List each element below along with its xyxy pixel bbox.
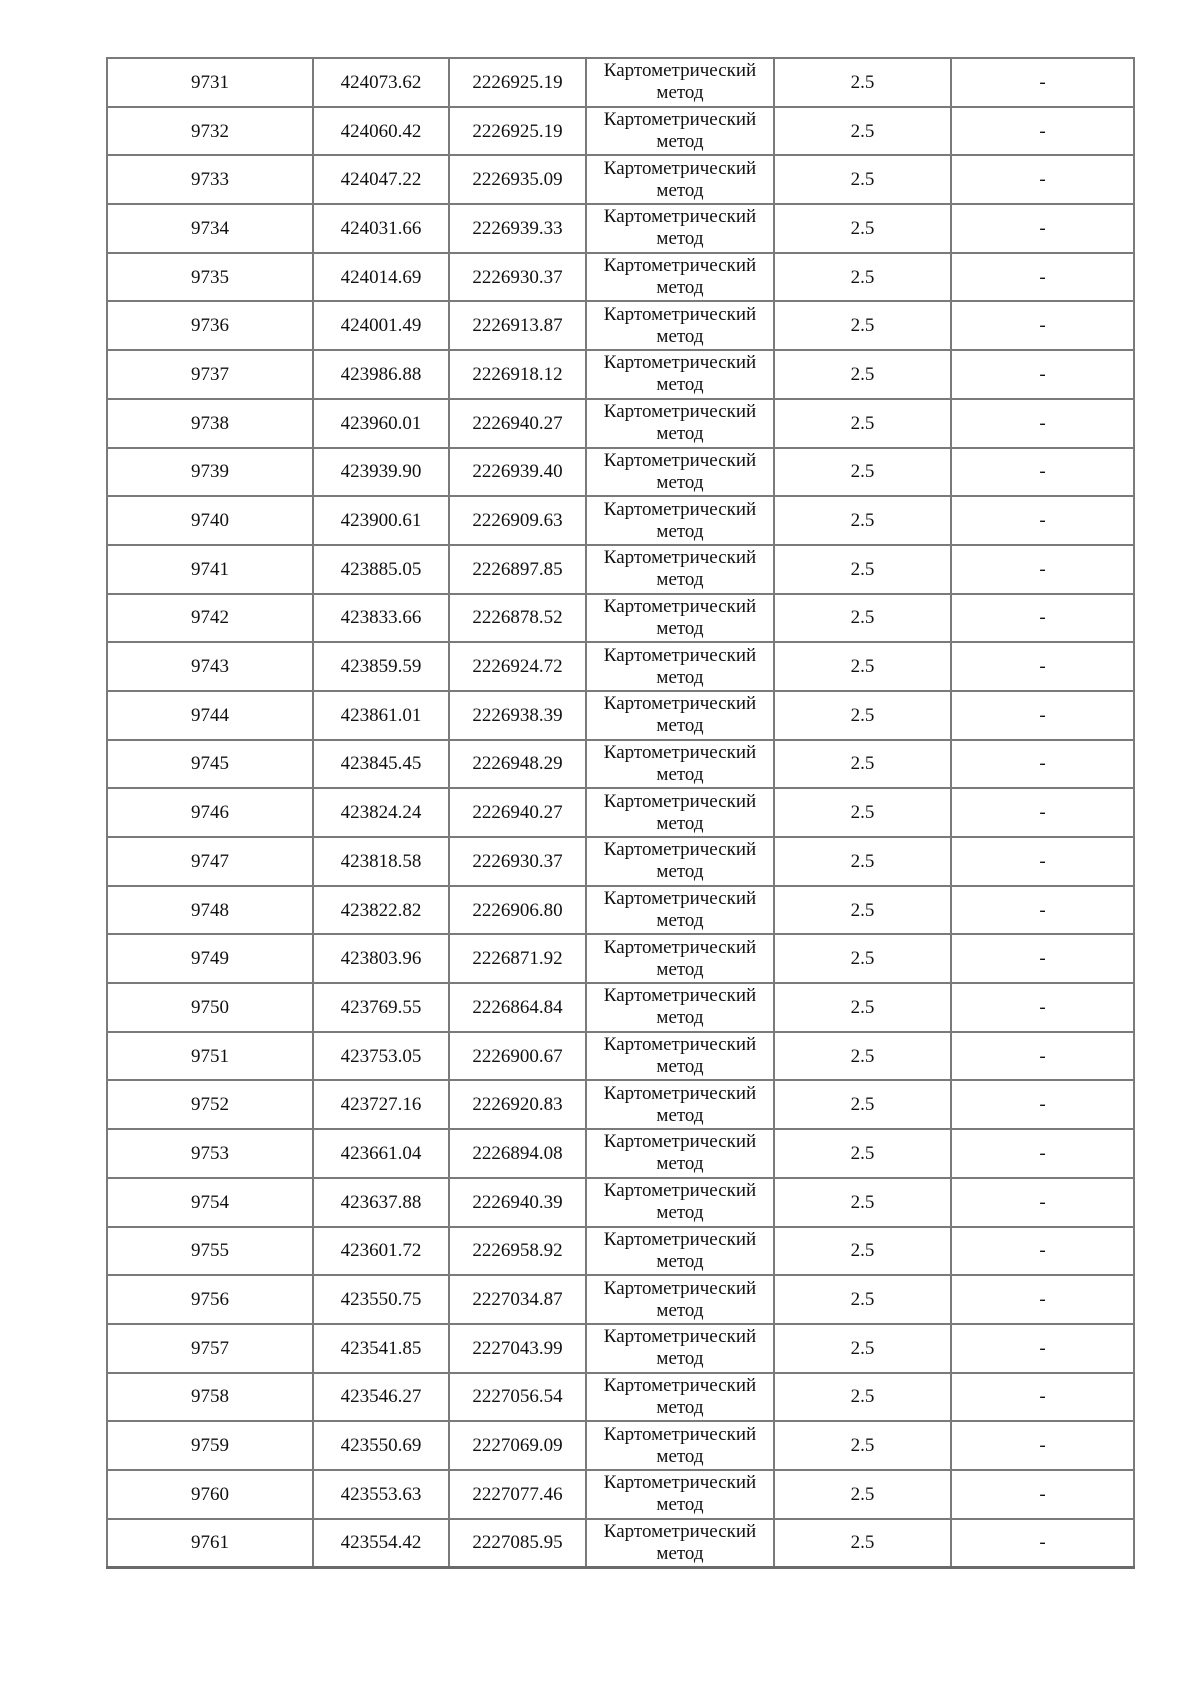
y-coordinate-cell: 2226906.80 (449, 886, 586, 935)
x-coordinate-cell: 423553.63 (313, 1470, 449, 1519)
point-number-cell: 9755 (107, 1227, 313, 1276)
note-cell: - (951, 934, 1134, 983)
accuracy-cell: 2.5 (774, 1129, 951, 1178)
point-number-cell: 9758 (107, 1373, 313, 1422)
note-cell: - (951, 1227, 1134, 1276)
method-cell: Картометрический метод (586, 350, 774, 399)
method-cell: Картометрический метод (586, 1275, 774, 1324)
method-cell: Картометрический метод (586, 934, 774, 983)
y-coordinate-cell: 2227034.87 (449, 1275, 586, 1324)
x-coordinate-cell: 423833.66 (313, 594, 449, 643)
note-cell: - (951, 1324, 1134, 1373)
method-cell: Картометрический метод (586, 837, 774, 886)
note-cell: - (951, 204, 1134, 253)
point-number-cell: 9736 (107, 301, 313, 350)
accuracy-cell: 2.5 (774, 886, 951, 935)
accuracy-cell: 2.5 (774, 1373, 951, 1422)
method-cell: Картометрический метод (586, 448, 774, 497)
note-cell: - (951, 691, 1134, 740)
y-coordinate-cell: 2226940.39 (449, 1178, 586, 1227)
note-cell: - (951, 448, 1134, 497)
y-coordinate-cell: 2227069.09 (449, 1421, 586, 1470)
accuracy-cell: 2.5 (774, 301, 951, 350)
method-cell: Картометрический метод (586, 1129, 774, 1178)
table-row (107, 886, 1134, 935)
method-cell: Картометрический метод (586, 983, 774, 1032)
method-cell: Картометрический метод (586, 204, 774, 253)
table-row (107, 301, 1134, 350)
y-coordinate-cell: 2226900.67 (449, 1032, 586, 1081)
x-coordinate-cell: 424014.69 (313, 253, 449, 302)
accuracy-cell: 2.5 (774, 496, 951, 545)
table-row (107, 740, 1134, 789)
table-row (107, 107, 1134, 156)
note-cell: - (951, 886, 1134, 935)
table-row (107, 691, 1134, 740)
accuracy-cell: 2.5 (774, 1032, 951, 1081)
x-coordinate-cell: 423861.01 (313, 691, 449, 740)
x-coordinate-cell: 423550.69 (313, 1421, 449, 1470)
note-cell: - (951, 1032, 1134, 1081)
table-row (107, 545, 1134, 594)
accuracy-cell: 2.5 (774, 934, 951, 983)
table-row (107, 253, 1134, 302)
table-row (107, 1519, 1134, 1568)
y-coordinate-cell: 2226935.09 (449, 155, 586, 204)
point-number-cell: 9741 (107, 545, 313, 594)
point-number-cell: 9739 (107, 448, 313, 497)
point-number-cell: 9757 (107, 1324, 313, 1373)
point-number-cell: 9752 (107, 1080, 313, 1129)
method-cell: Картометрический метод (586, 788, 774, 837)
note-cell: - (951, 594, 1134, 643)
table-row (107, 642, 1134, 691)
y-coordinate-cell: 2226924.72 (449, 642, 586, 691)
method-cell: Картометрический метод (586, 58, 774, 107)
point-number-cell: 9732 (107, 107, 313, 156)
x-coordinate-cell: 423546.27 (313, 1373, 449, 1422)
point-number-cell: 9760 (107, 1470, 313, 1519)
x-coordinate-cell: 423637.88 (313, 1178, 449, 1227)
table-row (107, 594, 1134, 643)
x-coordinate-cell: 423803.96 (313, 934, 449, 983)
note-cell: - (951, 1421, 1134, 1470)
x-coordinate-cell: 423885.05 (313, 545, 449, 594)
method-cell: Картометрический метод (586, 886, 774, 935)
note-cell: - (951, 350, 1134, 399)
accuracy-cell: 2.5 (774, 691, 951, 740)
y-coordinate-cell: 2226938.39 (449, 691, 586, 740)
x-coordinate-cell: 423986.88 (313, 350, 449, 399)
point-number-cell: 9746 (107, 788, 313, 837)
point-number-cell: 9754 (107, 1178, 313, 1227)
y-coordinate-cell: 2226939.40 (449, 448, 586, 497)
note-cell: - (951, 399, 1134, 448)
accuracy-cell: 2.5 (774, 545, 951, 594)
x-coordinate-cell: 423661.04 (313, 1129, 449, 1178)
note-cell: - (951, 837, 1134, 886)
y-coordinate-cell: 2226925.19 (449, 107, 586, 156)
method-cell: Картометрический метод (586, 1519, 774, 1568)
y-coordinate-cell: 2226930.37 (449, 837, 586, 886)
x-coordinate-cell: 423900.61 (313, 496, 449, 545)
y-coordinate-cell: 2227077.46 (449, 1470, 586, 1519)
note-cell: - (951, 1275, 1134, 1324)
accuracy-cell: 2.5 (774, 1275, 951, 1324)
x-coordinate-cell: 423845.45 (313, 740, 449, 789)
table-row (107, 1129, 1134, 1178)
y-coordinate-cell: 2226930.37 (449, 253, 586, 302)
accuracy-cell: 2.5 (774, 107, 951, 156)
table-row (107, 1470, 1134, 1519)
table-row (107, 1178, 1134, 1227)
note-cell: - (951, 1373, 1134, 1422)
note-cell: - (951, 1129, 1134, 1178)
x-coordinate-cell: 424073.62 (313, 58, 449, 107)
note-cell: - (951, 983, 1134, 1032)
point-number-cell: 9742 (107, 594, 313, 643)
point-number-cell: 9735 (107, 253, 313, 302)
method-cell: Картометрический метод (586, 642, 774, 691)
table-row (107, 204, 1134, 253)
accuracy-cell: 2.5 (774, 1080, 951, 1129)
accuracy-cell: 2.5 (774, 1178, 951, 1227)
note-cell: - (951, 545, 1134, 594)
table-row (107, 1373, 1134, 1422)
y-coordinate-cell: 2226909.63 (449, 496, 586, 545)
note-cell: - (951, 58, 1134, 107)
y-coordinate-cell: 2226958.92 (449, 1227, 586, 1276)
y-coordinate-cell: 2226894.08 (449, 1129, 586, 1178)
note-cell: - (951, 642, 1134, 691)
point-number-cell: 9756 (107, 1275, 313, 1324)
note-cell: - (951, 740, 1134, 789)
accuracy-cell: 2.5 (774, 788, 951, 837)
note-cell: - (951, 496, 1134, 545)
point-number-cell: 9750 (107, 983, 313, 1032)
table-row (107, 983, 1134, 1032)
table-row (107, 788, 1134, 837)
x-coordinate-cell: 423554.42 (313, 1519, 449, 1568)
x-coordinate-cell: 423541.85 (313, 1324, 449, 1373)
method-cell: Картометрический метод (586, 1373, 774, 1422)
table-row (107, 58, 1134, 107)
y-coordinate-cell: 2226897.85 (449, 545, 586, 594)
method-cell: Картометрический метод (586, 740, 774, 789)
note-cell: - (951, 107, 1134, 156)
accuracy-cell: 2.5 (774, 837, 951, 886)
method-cell: Картометрический метод (586, 594, 774, 643)
note-cell: - (951, 1470, 1134, 1519)
y-coordinate-cell: 2226871.92 (449, 934, 586, 983)
table-body (107, 58, 1134, 1568)
note-cell: - (951, 1178, 1134, 1227)
table-row (107, 1324, 1134, 1373)
x-coordinate-cell: 424047.22 (313, 155, 449, 204)
accuracy-cell: 2.5 (774, 1519, 951, 1568)
x-coordinate-cell: 423727.16 (313, 1080, 449, 1129)
method-cell: Картометрический метод (586, 691, 774, 740)
y-coordinate-cell: 2226948.29 (449, 740, 586, 789)
accuracy-cell: 2.5 (774, 204, 951, 253)
accuracy-cell: 2.5 (774, 350, 951, 399)
y-coordinate-cell: 2227043.99 (449, 1324, 586, 1373)
x-coordinate-cell: 423824.24 (313, 788, 449, 837)
x-coordinate-cell: 424031.66 (313, 204, 449, 253)
method-cell: Картометрический метод (586, 496, 774, 545)
note-cell: - (951, 253, 1134, 302)
accuracy-cell: 2.5 (774, 448, 951, 497)
accuracy-cell: 2.5 (774, 740, 951, 789)
method-cell: Картометрический метод (586, 1080, 774, 1129)
y-coordinate-cell: 2226939.33 (449, 204, 586, 253)
table-row (107, 496, 1134, 545)
table-row (107, 155, 1134, 204)
accuracy-cell: 2.5 (774, 594, 951, 643)
accuracy-cell: 2.5 (774, 155, 951, 204)
x-coordinate-cell: 423550.75 (313, 1275, 449, 1324)
method-cell: Картометрический метод (586, 545, 774, 594)
y-coordinate-cell: 2226918.12 (449, 350, 586, 399)
point-number-cell: 9759 (107, 1421, 313, 1470)
table-row (107, 1080, 1134, 1129)
accuracy-cell: 2.5 (774, 642, 951, 691)
table-row (107, 1227, 1134, 1276)
point-number-cell: 9751 (107, 1032, 313, 1081)
note-cell: - (951, 301, 1134, 350)
table-row (107, 399, 1134, 448)
x-coordinate-cell: 423818.58 (313, 837, 449, 886)
method-cell: Картометрический метод (586, 301, 774, 350)
x-coordinate-cell: 423753.05 (313, 1032, 449, 1081)
method-cell: Картометрический метод (586, 1470, 774, 1519)
table-row (107, 350, 1134, 399)
y-coordinate-cell: 2227085.95 (449, 1519, 586, 1568)
point-number-cell: 9740 (107, 496, 313, 545)
point-number-cell: 9731 (107, 58, 313, 107)
y-coordinate-cell: 2226913.87 (449, 301, 586, 350)
point-number-cell: 9734 (107, 204, 313, 253)
table-row (107, 934, 1134, 983)
method-cell: Картометрический метод (586, 1421, 774, 1470)
note-cell: - (951, 1519, 1134, 1568)
accuracy-cell: 2.5 (774, 253, 951, 302)
y-coordinate-cell: 2227056.54 (449, 1373, 586, 1422)
point-number-cell: 9745 (107, 740, 313, 789)
x-coordinate-cell: 423822.82 (313, 886, 449, 935)
x-coordinate-cell: 424060.42 (313, 107, 449, 156)
method-cell: Картометрический метод (586, 1032, 774, 1081)
note-cell: - (951, 788, 1134, 837)
point-number-cell: 9744 (107, 691, 313, 740)
point-number-cell: 9738 (107, 399, 313, 448)
note-cell: - (951, 1080, 1134, 1129)
point-number-cell: 9748 (107, 886, 313, 935)
method-cell: Картометрический метод (586, 1227, 774, 1276)
coordinates-table (106, 57, 1135, 1569)
table-row (107, 1032, 1134, 1081)
point-number-cell: 9737 (107, 350, 313, 399)
y-coordinate-cell: 2226940.27 (449, 399, 586, 448)
y-coordinate-cell: 2226920.83 (449, 1080, 586, 1129)
accuracy-cell: 2.5 (774, 399, 951, 448)
note-cell: - (951, 155, 1134, 204)
accuracy-cell: 2.5 (774, 1324, 951, 1373)
point-number-cell: 9747 (107, 837, 313, 886)
table-row (107, 448, 1134, 497)
point-number-cell: 9743 (107, 642, 313, 691)
point-number-cell: 9733 (107, 155, 313, 204)
method-cell: Картометрический метод (586, 155, 774, 204)
method-cell: Картометрический метод (586, 1324, 774, 1373)
table-row (107, 1275, 1134, 1324)
method-cell: Картометрический метод (586, 107, 774, 156)
x-coordinate-cell: 424001.49 (313, 301, 449, 350)
x-coordinate-cell: 423939.90 (313, 448, 449, 497)
accuracy-cell: 2.5 (774, 1227, 951, 1276)
method-cell: Картометрический метод (586, 1178, 774, 1227)
y-coordinate-cell: 2226940.27 (449, 788, 586, 837)
table-row (107, 837, 1134, 886)
y-coordinate-cell: 2226864.84 (449, 983, 586, 1032)
y-coordinate-cell: 2226878.52 (449, 594, 586, 643)
point-number-cell: 9753 (107, 1129, 313, 1178)
point-number-cell: 9761 (107, 1519, 313, 1568)
point-number-cell: 9749 (107, 934, 313, 983)
accuracy-cell: 2.5 (774, 58, 951, 107)
table-row (107, 1421, 1134, 1470)
y-coordinate-cell: 2226925.19 (449, 58, 586, 107)
accuracy-cell: 2.5 (774, 983, 951, 1032)
x-coordinate-cell: 423859.59 (313, 642, 449, 691)
method-cell: Картометрический метод (586, 399, 774, 448)
method-cell: Картометрический метод (586, 253, 774, 302)
x-coordinate-cell: 423601.72 (313, 1227, 449, 1276)
x-coordinate-cell: 423960.01 (313, 399, 449, 448)
accuracy-cell: 2.5 (774, 1470, 951, 1519)
accuracy-cell: 2.5 (774, 1421, 951, 1470)
x-coordinate-cell: 423769.55 (313, 983, 449, 1032)
